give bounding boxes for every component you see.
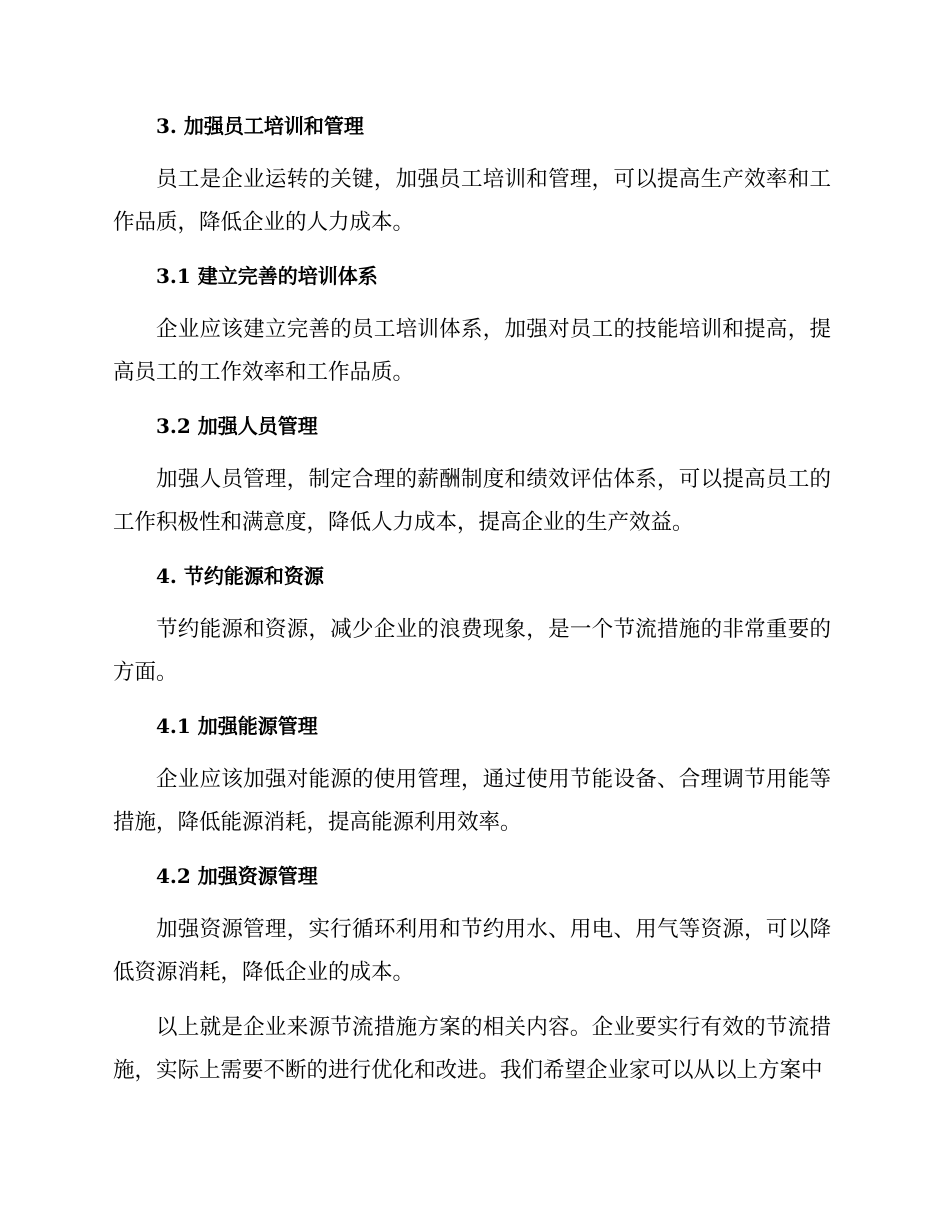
section-heading: 4.2 加强资源管理: [156, 864, 318, 888]
section-heading: 3.1 建立完善的培训体系: [156, 264, 378, 288]
conclusion-paragraph: 以上就是企业来源节流措施方案的相关内容。企业要实行有效的节流措施，实际上需要不断的进行优化和改进。我们希望企业家可以从以上方案中: [113, 1015, 831, 1083]
section-heading: 3.2 加强人员管理: [156, 414, 318, 438]
section-heading: 4.1 加强能源管理: [156, 714, 318, 738]
section-paragraph: 节约能源和资源，减少企业的浪费现象，是一个节流措施的非常重要的方面。: [113, 617, 831, 685]
section-heading: 3. 加强员工培训和管理: [156, 114, 364, 138]
section-paragraph: 加强资源管理，实行循环利用和节约用水、用电、用气等资源，可以降低资源消耗，降低企业的成本。: [113, 917, 831, 985]
section-heading: 4. 节约能源和资源: [156, 564, 324, 588]
section-paragraph: 企业应该建立完善的员工培训体系，加强对员工的技能培训和提高，提高员工的工作效率和工作品质。: [113, 317, 831, 385]
document-page: [113, 108, 831, 1092]
section-paragraph: 加强人员管理，制定合理的薪酬制度和绩效评估体系，可以提高员工的工作积极性和满意度，降低人力成本，提高企业的生产效益。: [113, 467, 831, 535]
section-paragraph: 员工是企业运转的关键，加强员工培训和管理，可以提高生产效率和工作品质，降低企业的人力成本。: [113, 167, 831, 235]
section-paragraph: 企业应该加强对能源的使用管理，通过使用节能设备、合理调节用能等措施，降低能源消耗，提高能源利用效率。: [113, 767, 831, 835]
